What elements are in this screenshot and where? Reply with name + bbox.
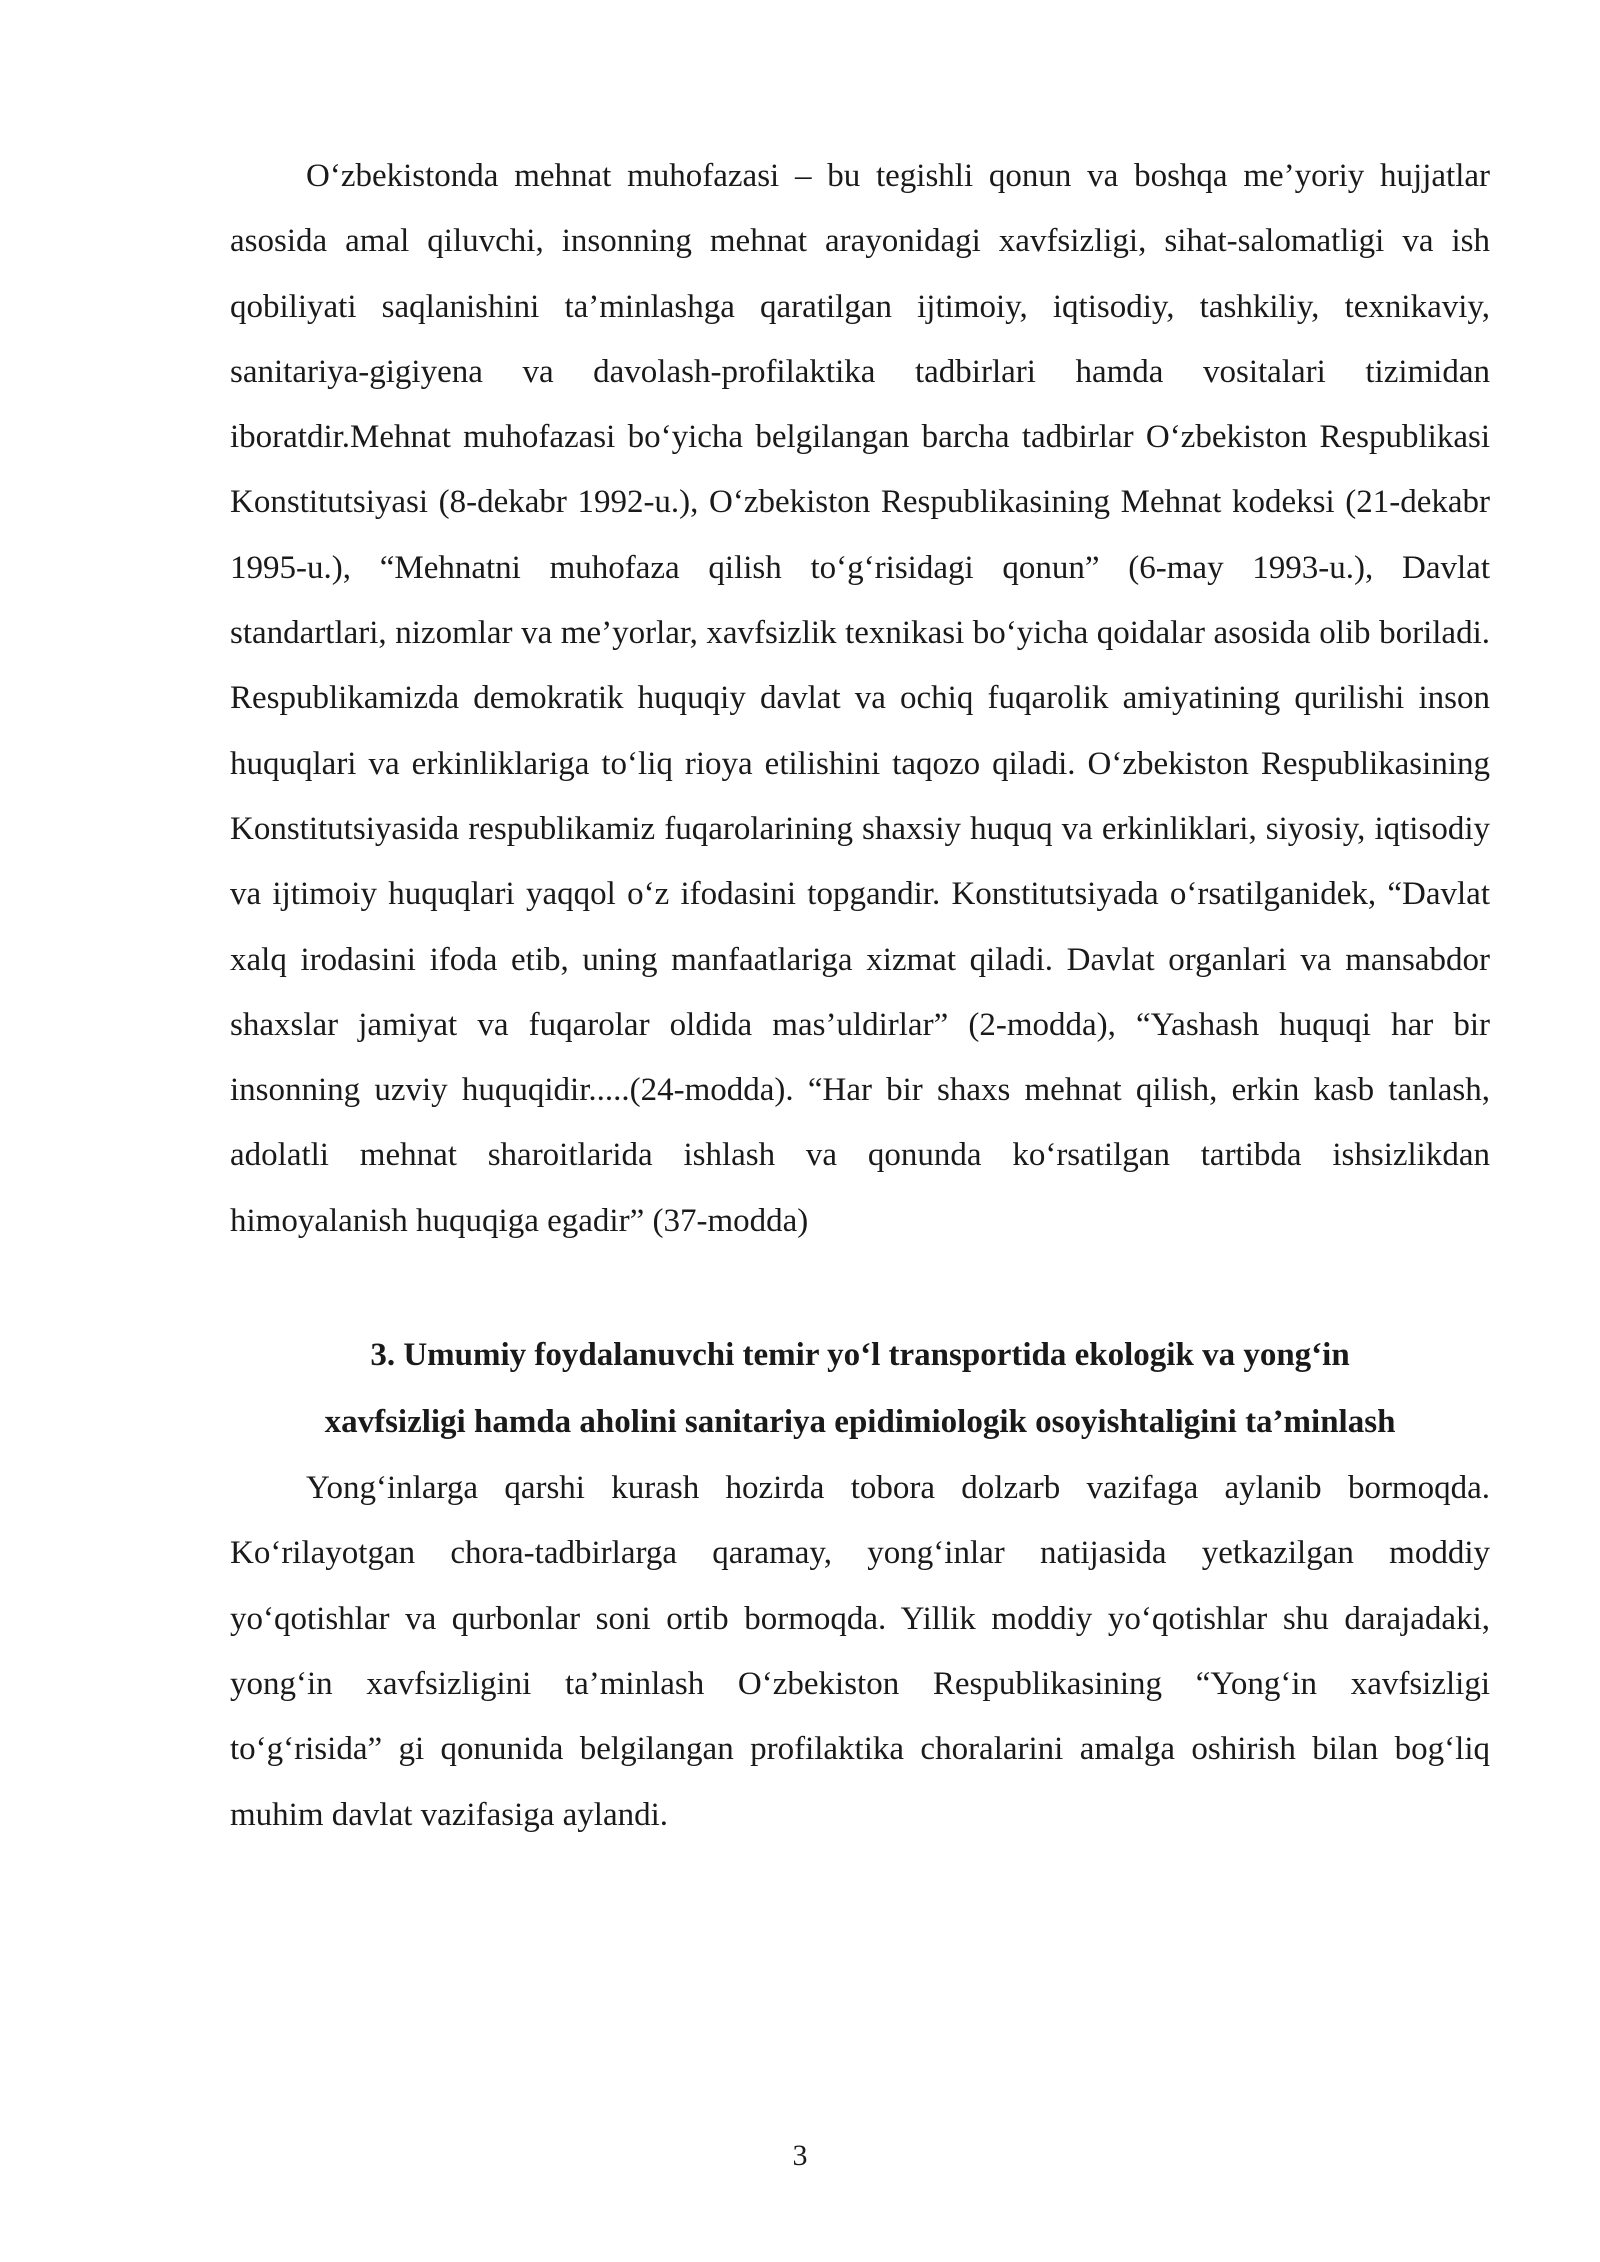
paragraph-fire-safety: Yong‘inlarga qarshi kurash hozirda tobora dolzarb vazifaga aylanib bormoqda. Ko‘rilayotgan chora-tadbirlarga qaramay, yong‘inlar natijasida yetkazilgan moddiy yo‘qotishlar va qurbonlar soni ortib bormoqda. Yillik moddiy yo‘qotishlar shu darajadaki, yong‘in xavfsizligini ta’minlash O‘zbekiston Respublikasining “Yong‘in xavfsizligi to‘g‘risida” gi qonunida belgilangan profilaktika choralarini amalga oshirish bilan bog‘liq muhim davlat vazifasiga aylandi. bbox=[230, 1470, 1490, 1833]
page-content bbox=[230, 144, 1490, 1848]
section-heading-line-2: xavfsizligi hamda aholini sanitariya epidimiologik osoyishtaligini ta’minlash bbox=[324, 1404, 1396, 1441]
section-heading-line-1: 3. Umumiy foydalanuvchi temir yo‘l transportida ekologik va yong‘in bbox=[370, 1337, 1350, 1374]
paragraph-labor-protection: O‘zbekistonda mehnat muhofazasi – bu tegishli qonun va boshqa me’yoriy hujjatlar asosida amal qiluvchi, insonning mehnat arayonidagi xavfsizligi, sihat-salomatligi va ish qobiliyati saqlanishini ta’minlashga qaratilgan ijtimoiy, iqtisodiy, tashkiliy, texnikaviy, sanitariya-gigiyena va davolash-profilaktika tadbirlari hamda vositalari tizimidan iboratdir.Mehnat muhofazasi bo‘yicha belgilangan barcha tadbirlar O‘zbekiston Respublikasi Konstitutsiyasi (8-dekabr 1992-u.), O‘zbekiston Respublikasining Mehnat kodeksi (21-dekabr 1995-u.), “Mehnatni muhofaza qilish to‘g‘risidagi qonun” (6-may 1993-u.), Davlat standartlari, nizomlar va me’yorlar, xavfsizlik texnikasi bo‘yicha qoidalar asosida olib boriladi. Respublikamizda demokratik huquqiy davlat va ochiq fuqarolik amiyatining qurilishi inson huquqlari va erkinliklariga to‘liq rioya etilishini taqozo qiladi. O‘zbekiston Respublikasining Konstitutsiyasida respublikamiz fuqarolarining shaxsiy huquq va erkinliklari, siyosiy, iqtisodiy va ijtimoiy huquqlari yaqqol o‘z ifodasini topgandir. Konstitutsiyada o‘rsatilganidek, “Davlat xalq irodasini ifoda etib, uning manfaatlariga xizmat qiladi. Davlat organlari va mansabdor shaxslar jamiyat va fuqarolar oldida mas’uldirlar” (2-modda), “Yashash huquqi har bir insonning uzviy huquqidir.....(24-modda). “Har bir shaxs mehnat qilish, erkin kasb tanlash, adolatli mehnat sharoitlarida ishlash va qonunda ko‘rsatilgan tartibda ishsizlikdan himoyalanish huquqiga egadir” (37-modda) bbox=[230, 158, 1490, 1239]
page-number: 3 bbox=[792, 2139, 808, 2172]
section-heading bbox=[230, 1322, 1490, 1456]
